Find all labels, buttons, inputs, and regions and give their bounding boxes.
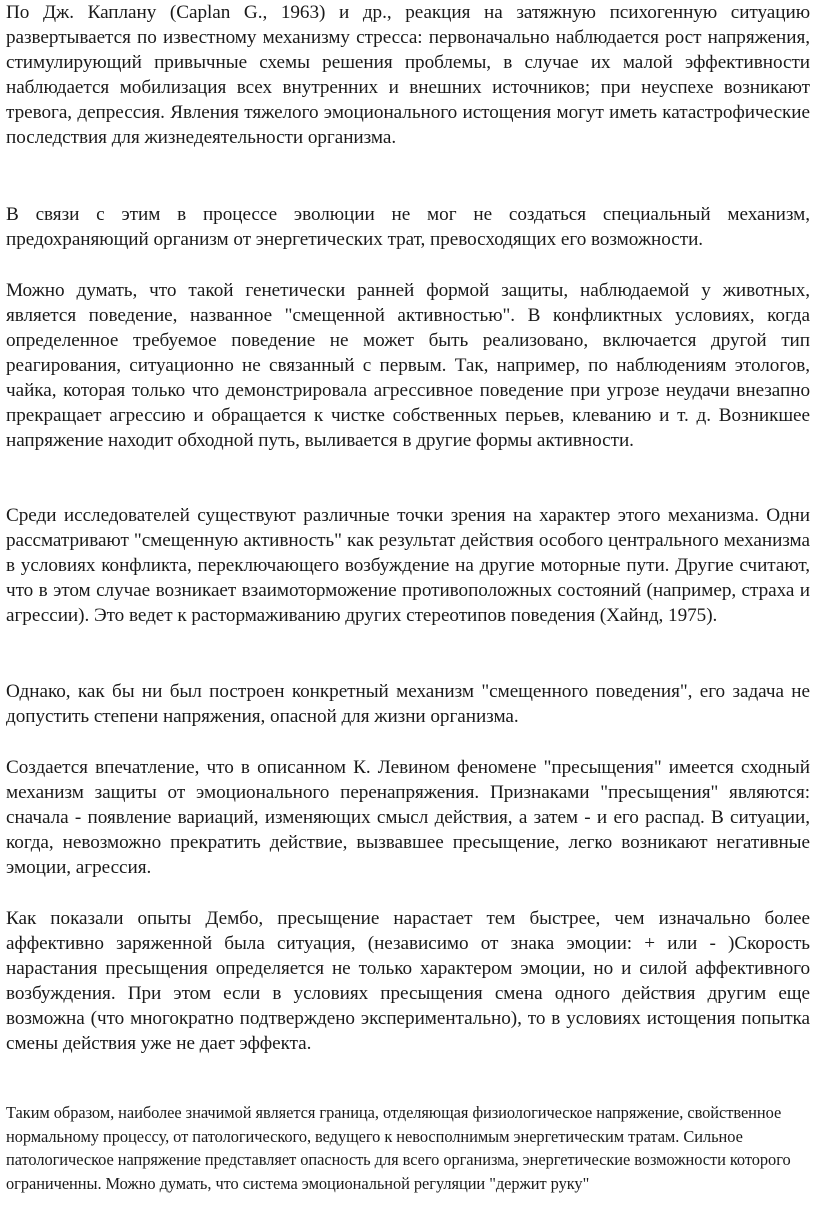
- paragraph-7: Как показали опыты Дембо, пресыщение нарастает тем быстрее, чем изначально более аффективно заряженной была ситуация, (независимо от знака эмоции: + или - )Скорость нарастания пресыщения определяется не только характером эмоции, но и силой аффективного возбуждения. При этом если в условиях пресыщения смена одного действия другим еще возможна (что многократно подтверждено экспериментально), то в условиях истощения попытка смены действия уже не дает эффекта.: [6, 908, 810, 1054]
- paragraph-4: Среди исследователей существуют различные точки зрения на характер этого механизма. Одни рассматривают "смещенную активность" как результат действия особого центрального механизма в условиях конфликта, переключающего возбуждение на другие моторные пути. Другие считают, что в этом случае возникает взаимоторможение противоположных состояний (например, страха и агрессии). Это ведет к растормаживанию других стереотипов поведения (Хайнд, 1975).: [6, 505, 810, 626]
- paragraph-8: Таким образом, наиболее значимой является граница, отделяющая физиологическое напряжение, свойственное нормальному процессу, от патологического, ведущего к невосполнимым энергетическим тратам. Сильное патологическое напряжение представляет опасность для всего организма, энергетические возможности которого ограниченны. Можно думать, что система эмоциональной регуляции "держит руку": [6, 1103, 791, 1193]
- paragraph-5: Однако, как бы ни был построен конкретный механизм "смещенного поведения", его задача не допустить степени напряжения, опасной для жизни организма.: [6, 681, 810, 727]
- paragraph-6: Создается впечатление, что в описанном К. Левином феномене "пресыщения" имеется сходный механизм защиты от эмоционального перенапряжения. Признаками "пресыщения" являются: сначала - появление вариаций, изменяющих смысл действия, а затем - и его распад. В ситуации, когда, невозможно прекратить действие, вызвавшее пресыщение, легко возникают негативные эмоции, агрессия.: [6, 757, 810, 878]
- paragraph-2: В связи с этим в процессе эволюции не мог не создаться специальный механизм, предохраняющий организм от энергетических трат, превосходящих его возможности.: [6, 204, 810, 250]
- paragraph-3: Можно думать, что такой генетически ранней формой защиты, наблюдаемой у животных, является поведение, названное "смещенной активностью". В конфликтных условиях, когда определенное требуемое поведение не может быть реализовано, включается другой тип реагирования, ситуационно не связанный с первым. Так, например, по наблюдениям этологов, чайка, которая только что демонстрировала агрессивное поведение при угрозе неудачи внезапно прекращает агрессию и обращается к чистке собственных перьев, клеванию и т. д. Возникшее напряжение находит обходной путь, выливается в другие формы активности.: [6, 280, 810, 451]
- paragraph-1: По Дж. Каплану (Caplan G., 1963) и др., реакция на затяжную психогенную ситуацию развертывается по известному механизму стресса: первоначально наблюдается рост напряжения, стимулирующий привычные схемы решения проблемы, в случае их малой эффективности наблюдается мобилизация всех внутренних и внешних источников; при неуспехе возникают тревога, депрессия. Явления тяжелого эмоционального истощения могут иметь катастрофические последствия для жизнедеятельности организма.: [6, 2, 810, 148]
